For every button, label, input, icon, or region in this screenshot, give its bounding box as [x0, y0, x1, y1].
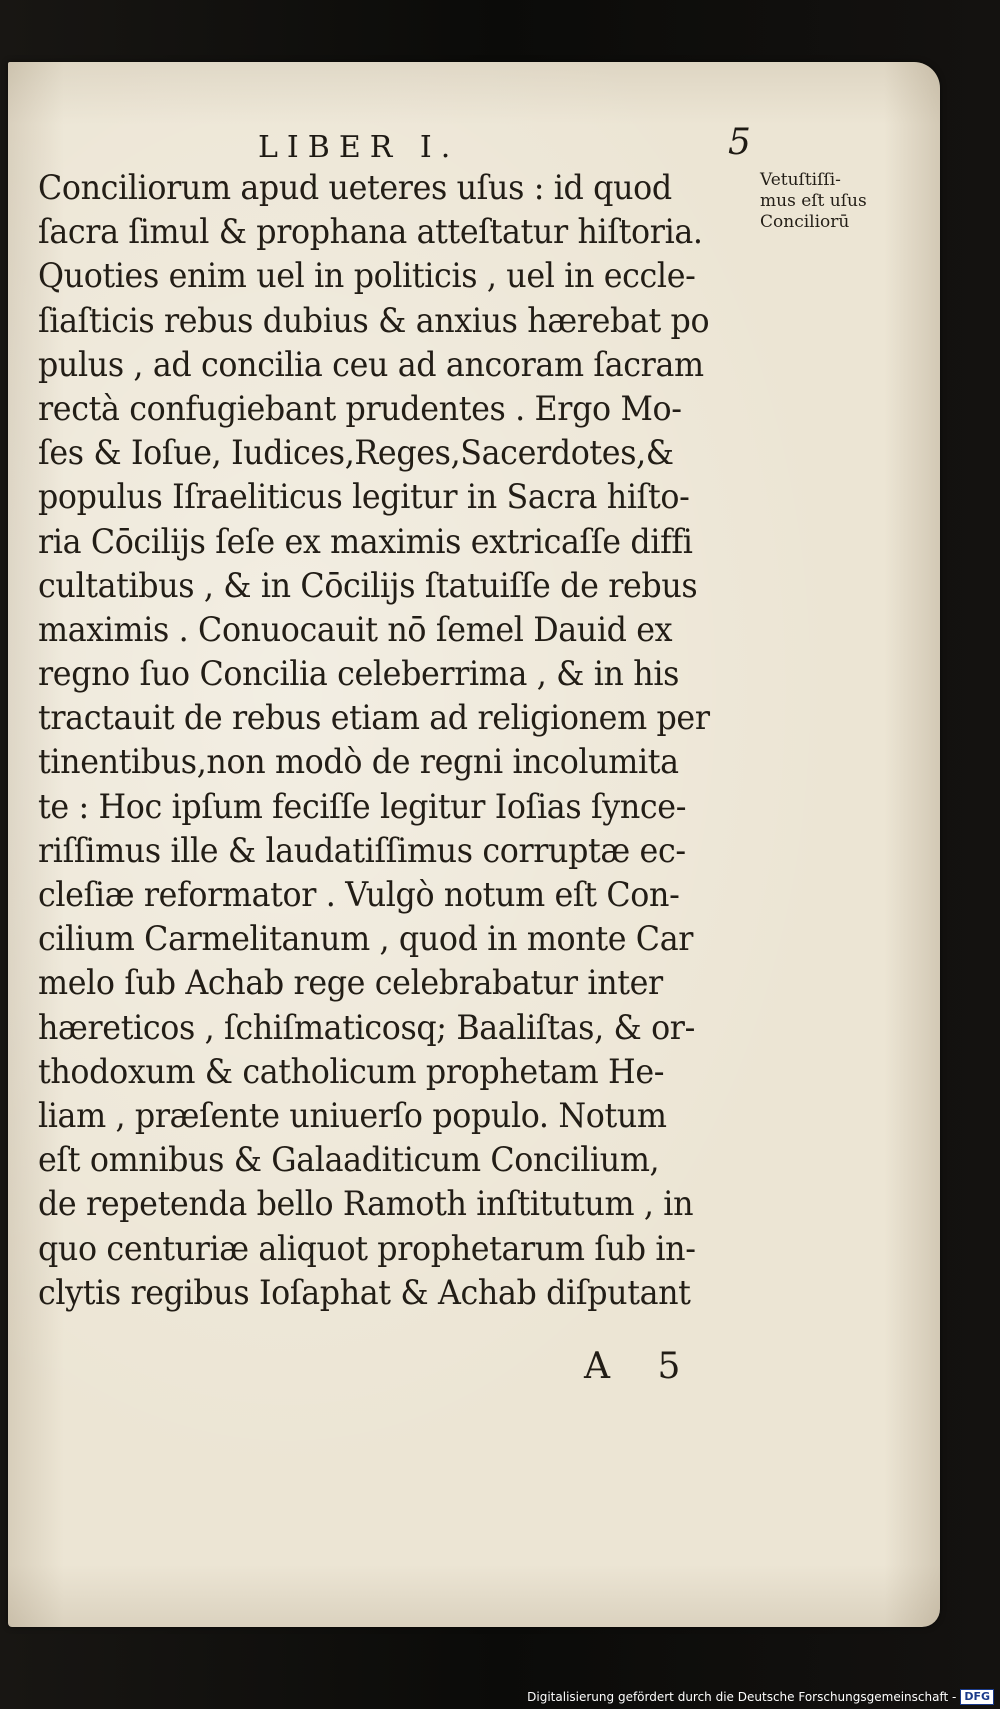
dfg-logo: DFG [960, 1689, 994, 1705]
text-line: Quoties enim uel in politicis , uel in eccle- [38, 256, 696, 297]
text-line: clytis regibus Ioſaphat & Achab diſputant [38, 1272, 691, 1313]
text-line: liam , præſente uniuerſo populo. Notum [38, 1095, 667, 1136]
page-number: 5 [728, 122, 751, 163]
marginal-note-line: Vetuſtiſſi- [760, 170, 841, 190]
marginal-note-line: mus eſt uſus [760, 191, 867, 211]
text-line: eſt omnibus & Galaaditicum Concilium, [38, 1140, 660, 1181]
text-line: cultatibus , & in Cōcilijs ſtatuiſſe de rebus [38, 565, 698, 606]
text-line: riſſimus ille & laudatiſſimus corruptæ ec- [38, 830, 686, 871]
text-line: tractauit de rebus etiam ad religionem per [38, 698, 710, 739]
marginal-note-line: Conciliorū [760, 212, 850, 232]
text-line: tinentibus,non modò de regni incolumita [38, 742, 679, 783]
text-line: ſes & Ioſue, Iudices,Reges,Sacerdotes,& [38, 433, 674, 474]
text-line: ria Cōcilijs ſeſe ex maximis extricaſſe diffi [38, 521, 693, 562]
text-line: ſiaſticis rebus dubius & anxius hærebat po [38, 300, 710, 341]
text-line: cleſiæ reformator . Vulgò notum eſt Con- [38, 875, 680, 915]
text-line: Conciliorum apud ueteres uſus : id quod [38, 168, 672, 208]
text-line: cilium Carmelitanum , quod in monte Car [38, 919, 694, 960]
footer-text: Digitalisierung gefördert durch die Deutsche Forschungsgemeinschaft - [527, 1690, 957, 1704]
text-line: populus Iſraeliticus legitur in Sacra hiſto- [38, 477, 690, 518]
text-line: maximis . Conuocauit nō ſemel Dauid ex [38, 609, 673, 650]
text-line: rectà confugiebant prudentes . Ergo Mo- [38, 388, 682, 429]
footer-credit [527, 1689, 994, 1705]
running-head: LIBER I. [258, 130, 460, 165]
text-line: thodoxum & catholicum prophetam He- [38, 1051, 665, 1092]
text-line: pulus , ad concilia ceu ad ancoram ſacram [38, 344, 704, 385]
text-line: melo ſub Achab rege celebrabatur inter [38, 963, 663, 1004]
text-line: quo centuriæ aliquot prophetarum ſub in- [38, 1228, 696, 1269]
signature-mark: A 5 [584, 1346, 699, 1387]
text-line: regno ſuo Concilia celeberrima , & in his [38, 654, 680, 695]
text-line: de repetenda bello Ramoth inſtitutum , in [38, 1184, 694, 1225]
text-line: hæreticos , ſchiſmaticosq; Baaliſtas, & or- [38, 1007, 695, 1048]
text-line: te : Hoc ipſum feciſſe legitur Ioſias ſynce- [38, 786, 687, 827]
body-text [38, 166, 788, 1315]
text-line: ſacra ſimul & prophana atteſtatur hiſtoria. [38, 212, 703, 253]
